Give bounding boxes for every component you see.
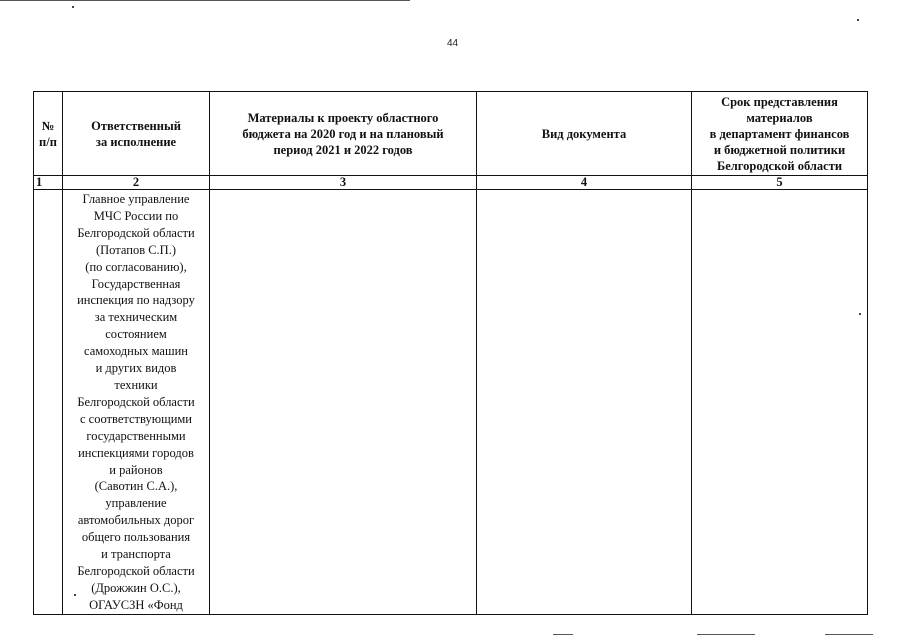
header-materials-label: Материалы к проекту областного бюджета на 2020 год и на плановый период 2021 и 2022 годов xyxy=(242,110,444,157)
header-document-type xyxy=(477,92,692,176)
column-number-2: 2 xyxy=(63,176,210,190)
scan-artifact-bottom-rule xyxy=(825,634,873,635)
header-number-label: № п/п xyxy=(39,118,57,149)
table-row xyxy=(34,190,868,615)
scan-speck xyxy=(857,19,859,21)
column-number-3: 3 xyxy=(210,176,477,190)
header-deadline xyxy=(692,92,868,176)
header-number xyxy=(34,92,63,176)
column-number-4: 4 xyxy=(477,176,692,190)
budget-materials-table xyxy=(33,91,868,615)
deadline-cell xyxy=(692,190,868,615)
header-materials xyxy=(210,92,477,176)
table-header-row xyxy=(34,92,868,176)
scan-speck xyxy=(74,594,76,596)
column-number-row xyxy=(34,176,868,190)
header-responsible xyxy=(63,92,210,176)
scan-speck xyxy=(859,313,861,315)
scan-artifact-top-rule xyxy=(0,0,410,1)
responsible-text: Главное управление МЧС России по Белгородской области (Потапов С.П.) (по согласованию), Государственная инспекция по надзору за техническим состоянием самоходных машин и других видов техники Белгородской области с соответствующими государственными инспекциями городов и районов (Савотин С.А.), управление автомобильных дорог общего пользования и транспорта Белгородской области (Дрожжин О.С.), ОГАУСЗН «Фонд xyxy=(77,192,195,612)
document-type-cell xyxy=(477,190,692,615)
scan-artifact-bottom-rule xyxy=(553,634,573,635)
scan-speck xyxy=(72,6,74,8)
scan-artifact-bottom-rule xyxy=(697,634,755,635)
column-number-5: 5 xyxy=(692,176,868,190)
column-number-1: 1 xyxy=(34,176,63,190)
row-number-cell xyxy=(34,190,63,615)
materials-cell xyxy=(210,190,477,615)
header-deadline-label: Срок представления материалов в департамент финансов и бюджетной политики Белгородской области xyxy=(709,94,850,173)
page-number: 44 xyxy=(446,38,459,49)
header-document-type-label: Вид документа xyxy=(541,126,627,141)
header-responsible-label: Ответственный за исполнение xyxy=(91,118,181,149)
responsible-cell xyxy=(63,190,210,615)
